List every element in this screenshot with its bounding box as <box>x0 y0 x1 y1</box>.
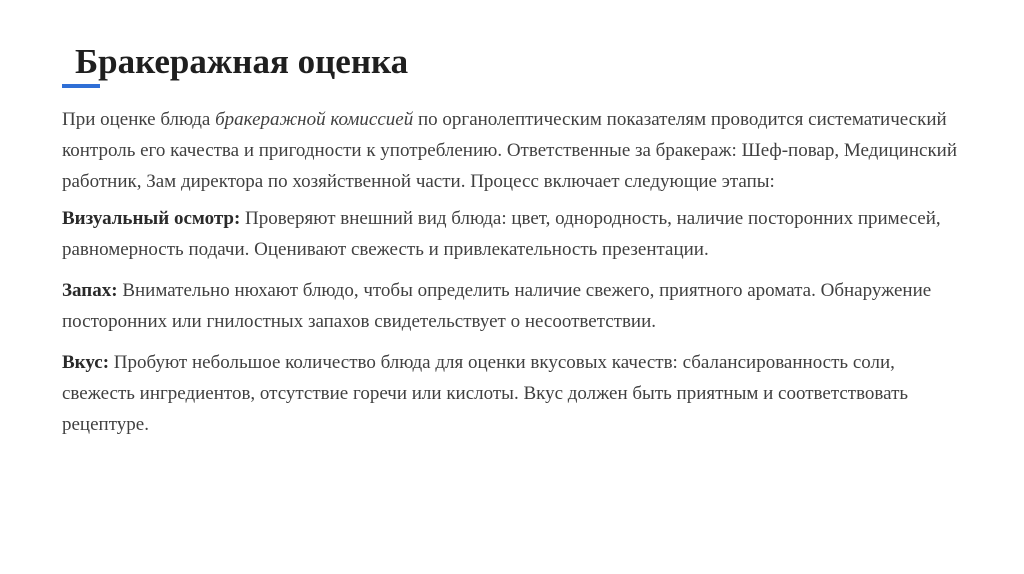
stage-smell-text: Внимательно нюхают блюдо, чтобы определить наличие свежего, приятного аромата. Обнаружение посторонних или гнилостных запахов свидетельствует о несоответствии. <box>62 280 932 332</box>
stage-taste-text: Пробуют небольшое количество блюда для оценки вкусовых качеств: сбалансированность соли, свежесть ингредиентов, отсутствие горечи или кислоты. Вкус должен быть приятным и соответствовать рецептуре. <box>62 352 909 435</box>
intro-text-start: При оценке блюда <box>62 109 216 130</box>
stage-visual-text: Проверяют внешний вид блюда: цвет, однородность, наличие посторонних примесей, равномерность подачи. Оценивают свежесть и привлекательность презентации. <box>62 208 941 260</box>
intro-paragraph <box>62 104 962 197</box>
title-accent-bar <box>62 84 100 88</box>
slide-title: Бракеражная оценка <box>75 42 409 81</box>
stage-taste-paragraph <box>62 347 962 440</box>
stage-taste-term: Вкус: <box>62 352 110 373</box>
intro-text-end: по органолептическим показателям проводится систематический контроль его качества и пригодности к употреблению. Ответственные за бракераж: Шеф-повар, Медицинский работник, Зам директора по хозяйственной части. Процесс включает следующие этапы: <box>62 109 958 192</box>
stage-smell-paragraph <box>62 275 962 337</box>
stage-visual-paragraph <box>62 203 962 265</box>
intro-italic-phrase: бракеражной комиссией <box>215 109 414 130</box>
slide-body <box>62 104 962 450</box>
stage-visual-term: Визуальный осмотр: <box>62 208 241 229</box>
stage-smell-term: Запах: <box>62 280 118 301</box>
